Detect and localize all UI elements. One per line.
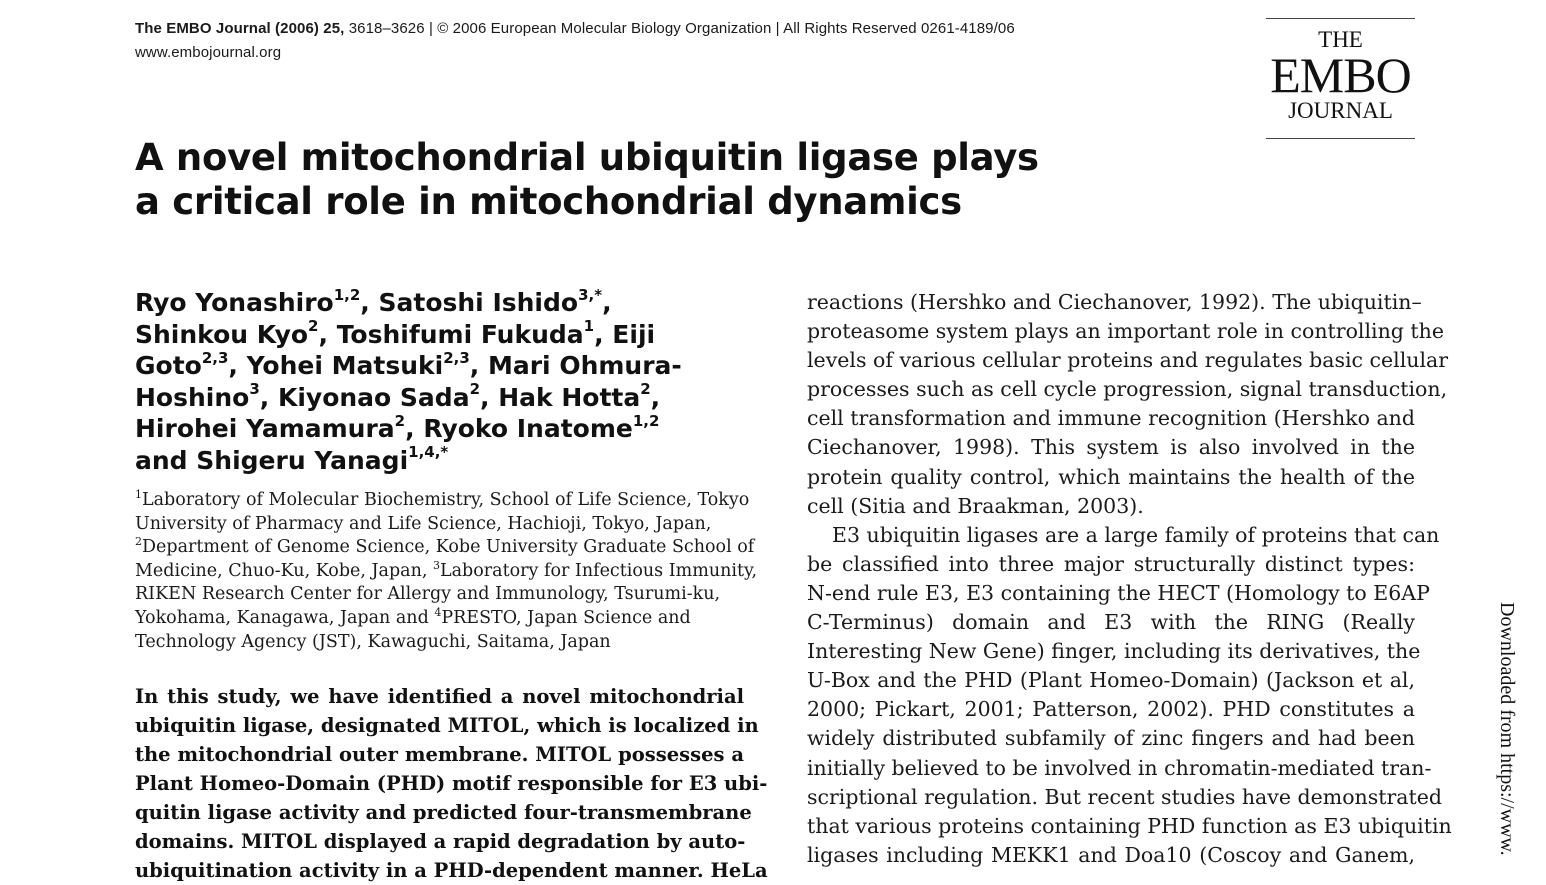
affiliation-line: RIKEN Research Center for Allergy and Immunology, Tsurumi-ku, xyxy=(135,584,721,605)
author-line xyxy=(135,445,775,477)
author: Hoshino xyxy=(135,382,250,412)
author-affiliation-mark: 1,2 xyxy=(333,285,361,304)
author-affiliation-mark: 2,3 xyxy=(201,348,229,367)
citation-details: 3618–3626 | © 2006 European Molecular Biology Organization | All Rights Reserved 0261-4189/06 xyxy=(344,20,1015,37)
abstract-line: domains. MITOL displayed a rapid degradation by auto- xyxy=(135,830,746,853)
author: and Shigeru Yanagi xyxy=(135,445,409,475)
separator: , xyxy=(228,351,247,380)
body-line: C-Terminus) domain and E3 with the RING (Really xyxy=(807,610,1415,635)
author-affiliation-mark: 2 xyxy=(394,411,406,430)
body-line: Interesting New Gene) finger, including its derivatives, the xyxy=(807,639,1421,664)
body-line: Ciechanover, 1998). This system is also involved in the xyxy=(807,435,1415,460)
author-affiliation-mark: 2 xyxy=(469,380,481,399)
author-line xyxy=(135,319,775,351)
body-line: processes such as cell cycle progression, signal transduction, xyxy=(807,377,1448,402)
logo-line-the: THE xyxy=(1318,27,1363,52)
author: Hak Hotta xyxy=(498,382,641,412)
journal-name: The EMBO Journal (2006) 25, xyxy=(135,20,345,37)
separator: , xyxy=(360,288,379,317)
affiliation-text: Medicine, Chuo-Ku, Kobe, Japan, xyxy=(135,560,433,581)
separator: , Mari Ohmura- xyxy=(469,351,682,380)
affiliation-line xyxy=(135,558,758,584)
author-affiliation-mark: 1,2 xyxy=(632,411,660,430)
separator: , xyxy=(405,414,424,443)
author: Kiyonao Sada xyxy=(277,382,470,412)
affiliation-line xyxy=(135,536,755,560)
author-affiliation-mark: 2,3 xyxy=(443,348,470,367)
body-text-right-column xyxy=(807,288,1452,870)
author: Hirohei Yamamura xyxy=(135,414,395,443)
title-line-1: A novel mitochondrial ubiquitin ligase plays xyxy=(135,136,1039,179)
separator: , xyxy=(318,319,337,349)
body-line: scriptional regulation. But recent studies have demonstrated xyxy=(807,784,1443,809)
author: Goto xyxy=(135,351,202,380)
body-line: that various proteins containing PHD function as E3 ubiquitin xyxy=(807,813,1452,838)
abstract-line: ubiquitination activity in a PHD-dependent manner. HeLa xyxy=(135,859,768,882)
body-line: E3 ubiquitin ligases are a large family of proteins that can xyxy=(832,522,1440,547)
author-affiliation-mark: 1,4,* xyxy=(408,443,449,462)
author-line xyxy=(135,382,775,414)
citation-line xyxy=(135,17,1015,41)
article-title xyxy=(135,136,1135,224)
body-line: levels of various cellular proteins and regulates basic cellular xyxy=(807,348,1449,373)
author-affiliation-mark: 1 xyxy=(583,317,595,336)
journal-website[interactable]: www.embojournal.org xyxy=(135,44,282,61)
author-affiliation-mark: 3 xyxy=(249,380,260,399)
body-line: cell (Sitia and Braakman, 2003). xyxy=(807,493,1144,518)
abstract-line: quitin ligase activity and predicted four-transmembrane xyxy=(135,801,752,824)
author: Ryoko Inatome xyxy=(423,414,633,443)
separator: , xyxy=(480,382,499,412)
separator: , xyxy=(602,288,612,317)
affiliation-line xyxy=(135,489,755,513)
body-line: protein quality control, which maintains the health of the xyxy=(807,464,1415,489)
body-line: widely distributed subfamily of zinc fingers and had been xyxy=(807,726,1415,751)
affiliations xyxy=(135,488,758,654)
affiliation-line: Technology Agency (JST), Kawaguchi, Saitama, Japan xyxy=(135,631,611,652)
author: Toshifumi Fukuda xyxy=(336,319,584,349)
affiliation-line: University of Pharmacy and Life Science, Hachioji, Tokyo, Japan, xyxy=(135,513,712,534)
separator: , xyxy=(650,382,661,412)
logo-line-journal: JOURNAL xyxy=(1288,98,1393,123)
body-line: ligases including MEKK1 and Doa10 (Coscoy and Ganem, xyxy=(807,842,1415,867)
author: Satoshi Ishido xyxy=(378,288,579,317)
abstract xyxy=(135,682,768,885)
author-affiliation-mark: 2 xyxy=(640,380,651,399)
body-line: reactions (Hershko and Ciechanover, 1992). The ubiquitin– xyxy=(807,290,1422,314)
logo-line-embo: EMBO xyxy=(1270,47,1411,103)
journal-header xyxy=(135,17,1015,65)
affiliation-number: 1 xyxy=(135,488,142,502)
separator: , Eiji xyxy=(594,319,656,349)
affiliation-number: 2 xyxy=(135,535,142,549)
affiliation-text: Laboratory for Infectious Immunity, xyxy=(440,560,758,581)
affiliation-text: Department of Genome Science, Kobe University Graduate School of xyxy=(142,537,755,558)
separator: , xyxy=(259,382,278,412)
embo-journal-logo xyxy=(1266,18,1415,139)
affiliation-text: Laboratory of Molecular Biochemistry, School of Life Science, Tokyo xyxy=(142,490,750,510)
author-list xyxy=(135,287,775,476)
abstract-line: In this study, we have identified a novel mitochondrial xyxy=(135,685,744,708)
affiliation-text: PRESTO, Japan Science and xyxy=(441,607,691,628)
author-affiliation-mark: 2 xyxy=(308,317,319,336)
affiliation-text: Yokohama, Kanagawa, Japan and xyxy=(135,607,435,628)
author-line xyxy=(135,350,775,382)
author: Shinkou Kyo xyxy=(135,319,309,349)
author-line xyxy=(135,413,775,445)
paragraph-1 xyxy=(807,288,1449,521)
abstract-line: the mitochondrial outer membrane. MITOL possesses a xyxy=(135,743,744,766)
body-line: 2000; Pickart, 2001; Patterson, 2002). PHD constitutes a xyxy=(807,697,1415,722)
affiliation-line xyxy=(135,607,755,631)
affiliation-number: 3 xyxy=(433,558,440,572)
author: Ryo Yonashiro xyxy=(135,288,334,317)
body-line: proteasome system plays an important role in controlling the xyxy=(807,319,1445,344)
body-line: cell transformation and immune recognition (Hershko and xyxy=(807,406,1415,431)
body-line: initially believed to be involved in chromatin-mediated tran- xyxy=(807,755,1432,780)
abstract-line: ubiquitin ligase, designated MITOL, which is localized in xyxy=(135,714,759,737)
body-line: U-Box and the PHD (Plant Homeo-Domain) (Jackson et al, xyxy=(807,668,1415,693)
body-line: N-end rule E3, E3 containing the HECT (Homology to E6AP xyxy=(807,580,1430,605)
abstract-line: Plant Homeo-Domain (PHD) motif responsible for E3 ubi- xyxy=(135,772,768,795)
author-affiliation-mark: 3,* xyxy=(578,285,603,304)
download-watermark: Downloaded from https://www. xyxy=(1496,602,1518,856)
body-line: be classified into three major structurally distinct types: xyxy=(807,551,1415,576)
author: Yohei Matsuki xyxy=(246,351,444,380)
paragraph-2 xyxy=(807,521,1452,870)
author-line xyxy=(135,287,775,319)
affiliation-number: 4 xyxy=(434,606,442,620)
title-line-2: a critical role in mitochondrial dynamics xyxy=(135,180,962,223)
